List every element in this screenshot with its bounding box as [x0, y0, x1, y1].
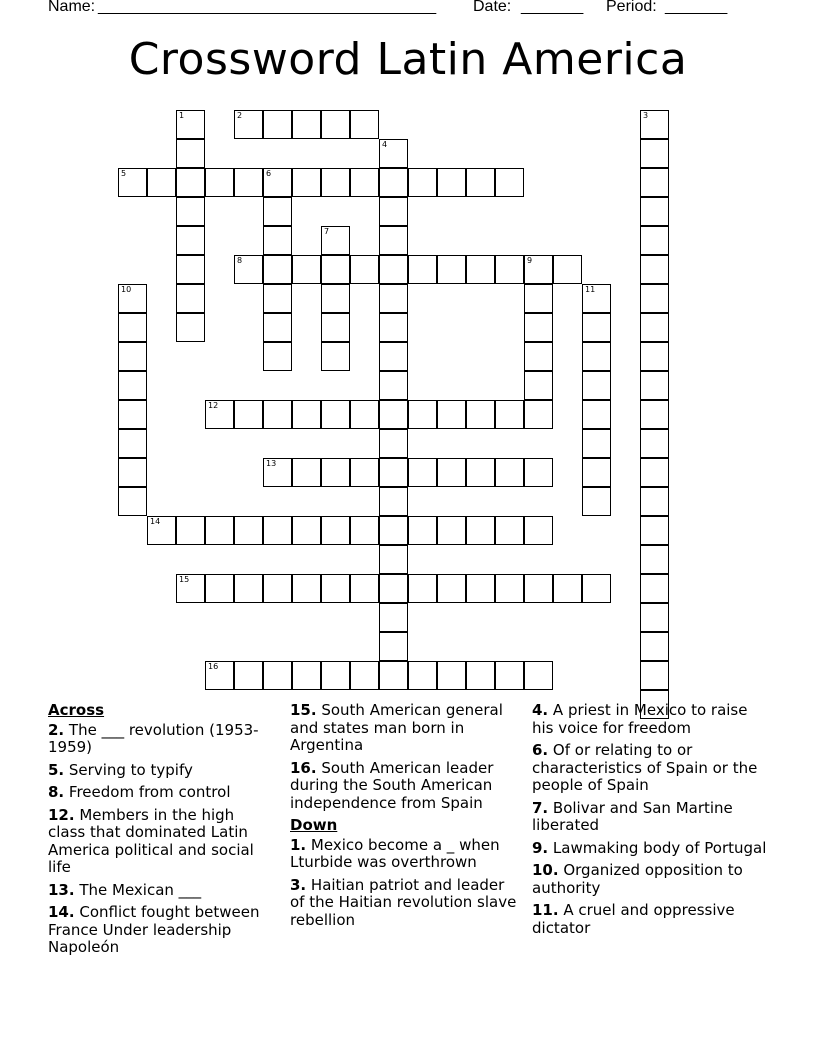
grid-cell[interactable]: [466, 574, 495, 603]
grid-cell[interactable]: [495, 516, 524, 545]
clue-number: 1: [179, 111, 185, 120]
clue-across-12: 12. Members in the high class that dominated Latin America political and social life: [48, 805, 254, 876]
grid-cell[interactable]: [553, 574, 582, 603]
clue-number: 5: [121, 169, 127, 178]
grid-cell[interactable]: [379, 226, 408, 255]
grid-cell[interactable]: [350, 110, 379, 139]
clue-number: 3: [643, 111, 649, 120]
grid-cell[interactable]: [495, 458, 524, 487]
grid-cell[interactable]: [321, 313, 350, 342]
grid-cell[interactable]: [118, 371, 147, 400]
grid-cell[interactable]: [205, 661, 234, 690]
grid-cell[interactable]: [640, 168, 669, 197]
clue-down-9: 9. Lawmaking body of Portugal: [532, 838, 767, 857]
grid-cell[interactable]: [379, 139, 408, 168]
grid-cell[interactable]: [437, 661, 466, 690]
date-line[interactable]: _______: [521, 0, 584, 15]
grid-cell[interactable]: [379, 429, 408, 458]
date-label: Date:: [473, 0, 512, 15]
grid-cell[interactable]: [118, 313, 147, 342]
grid-cell[interactable]: [118, 342, 147, 371]
grid-cell[interactable]: [321, 516, 350, 545]
clue-down-4: 4. A priest in Mexico to raise his voice for freedom: [532, 701, 748, 737]
grid-cell[interactable]: [321, 400, 350, 429]
grid-cell[interactable]: [640, 371, 669, 400]
grid-cell[interactable]: [524, 400, 553, 429]
grid-cell[interactable]: [263, 255, 292, 284]
grid-cell[interactable]: [640, 632, 669, 661]
grid-cell[interactable]: [466, 516, 495, 545]
grid-cell[interactable]: [408, 516, 437, 545]
name-line[interactable]: ______________________________________: [98, 0, 437, 15]
grid-cell[interactable]: [234, 661, 263, 690]
grid-cell[interactable]: [205, 400, 234, 429]
grid-cell[interactable]: [118, 429, 147, 458]
grid-cell[interactable]: [350, 458, 379, 487]
grid-cell[interactable]: [176, 197, 205, 226]
grid-cell[interactable]: [292, 400, 321, 429]
name-label: Name:: [48, 0, 96, 15]
grid-cell[interactable]: [408, 255, 437, 284]
clue-down-10: 10. Organized opposition to authority: [532, 861, 743, 897]
clue-number: 4: [382, 140, 388, 149]
clue-across-2: 2. The ___ revolution (1953-1959): [48, 720, 259, 756]
grid-cell[interactable]: [234, 168, 263, 197]
clue-across-8: 8. Freedom from control: [48, 783, 231, 801]
grid-cell[interactable]: [147, 516, 176, 545]
grid-cell[interactable]: [640, 255, 669, 284]
across-clues-column-1: [48, 702, 276, 962]
grid-cell[interactable]: [176, 313, 205, 342]
clue-across-16: 16. South American leader during the South American independence from Spain: [290, 758, 494, 812]
grid-cell[interactable]: [524, 284, 553, 313]
grid-cell[interactable]: [176, 516, 205, 545]
grid-cell[interactable]: [524, 516, 553, 545]
grid-cell[interactable]: [350, 168, 379, 197]
grid-cell[interactable]: [582, 371, 611, 400]
clue-down-6: 6. Of or relating to or characteristics of Spain or the people of Spain: [532, 741, 758, 794]
grid-cell[interactable]: [495, 400, 524, 429]
grid-cell[interactable]: [263, 313, 292, 342]
grid-cell[interactable]: [582, 574, 611, 603]
grid-cell[interactable]: [640, 284, 669, 313]
grid-cell[interactable]: [263, 661, 292, 690]
grid-cell[interactable]: [640, 661, 669, 690]
grid-cell[interactable]: [582, 400, 611, 429]
grid-cell[interactable]: [379, 400, 408, 429]
grid-cell[interactable]: [176, 110, 205, 139]
grid-cell[interactable]: [640, 603, 669, 632]
grid-cell[interactable]: [263, 110, 292, 139]
grid-cell[interactable]: [350, 255, 379, 284]
grid-cell[interactable]: [263, 342, 292, 371]
grid-cell[interactable]: [292, 574, 321, 603]
grid-cell[interactable]: [640, 226, 669, 255]
grid-cell[interactable]: [205, 168, 234, 197]
period-label: Period:: [606, 0, 657, 15]
clue-number: 12: [208, 401, 219, 410]
grid-cell[interactable]: [640, 197, 669, 226]
grid-cell[interactable]: [466, 661, 495, 690]
grid-cell[interactable]: [350, 516, 379, 545]
page-title: Crossword Latin America: [128, 34, 688, 85]
clue-down-7: 7. Bolivar and San Martine liberated: [532, 798, 733, 834]
grid-cell[interactable]: [524, 661, 553, 690]
clues-column-2: [290, 702, 520, 934]
across-heading: Across: [48, 701, 105, 719]
grid-cell[interactable]: [379, 197, 408, 226]
clue-number: 2: [237, 111, 243, 120]
grid-cell[interactable]: [640, 400, 669, 429]
grid-cell[interactable]: [379, 371, 408, 400]
clue-across-15: 15. South American general and states man born in Argentina: [290, 701, 503, 754]
grid-cell[interactable]: [408, 168, 437, 197]
grid-cell[interactable]: [495, 168, 524, 197]
grid-cell[interactable]: [118, 487, 147, 516]
grid-cell[interactable]: [292, 516, 321, 545]
grid-cell[interactable]: [379, 661, 408, 690]
grid-cell[interactable]: [466, 458, 495, 487]
grid-cell[interactable]: [582, 342, 611, 371]
clue-number: 8: [237, 256, 243, 265]
grid-cell[interactable]: [321, 661, 350, 690]
grid-cell[interactable]: [321, 458, 350, 487]
grid-cell[interactable]: [263, 197, 292, 226]
grid-cell[interactable]: [408, 458, 437, 487]
grid-cell[interactable]: [292, 255, 321, 284]
grid-cell[interactable]: [640, 574, 669, 603]
grid-cell[interactable]: [379, 487, 408, 516]
clue-number: 7: [324, 227, 330, 236]
clue-number: 15: [179, 575, 190, 584]
grid-cell[interactable]: [408, 400, 437, 429]
grid-cell[interactable]: [408, 661, 437, 690]
grid-cell[interactable]: [524, 458, 553, 487]
grid-cell[interactable]: [147, 168, 176, 197]
grid-cell[interactable]: [495, 661, 524, 690]
grid-cell[interactable]: [437, 458, 466, 487]
grid-cell[interactable]: [640, 487, 669, 516]
grid-cell[interactable]: [321, 284, 350, 313]
clue-number: 9: [527, 256, 533, 265]
clue-number: 13: [266, 459, 277, 468]
clue-number: 6: [266, 169, 272, 178]
clue-number: 14: [150, 517, 161, 526]
grid-cell[interactable]: [176, 284, 205, 313]
clue-across-14: 14. Conflict fought between France Under leadership Napoleón: [48, 903, 260, 956]
grid-cell[interactable]: [234, 110, 263, 139]
grid-cell[interactable]: [640, 110, 669, 139]
grid-cell[interactable]: [640, 313, 669, 342]
grid-cell[interactable]: [582, 458, 611, 487]
grid-cell[interactable]: [321, 168, 350, 197]
grid-cell[interactable]: [176, 255, 205, 284]
grid-cell[interactable]: [263, 458, 292, 487]
grid-cell[interactable]: [640, 458, 669, 487]
grid-cell[interactable]: [524, 313, 553, 342]
grid-cell[interactable]: [379, 632, 408, 661]
grid-cell[interactable]: [495, 255, 524, 284]
grid-cell[interactable]: [437, 400, 466, 429]
grid-cell[interactable]: [321, 342, 350, 371]
down-heading: Down: [290, 816, 338, 834]
grid-cell[interactable]: [118, 458, 147, 487]
grid-cell[interactable]: [379, 342, 408, 371]
grid-cell[interactable]: [408, 574, 437, 603]
grid-cell[interactable]: [234, 516, 263, 545]
clue-across-13: 13. The Mexican ___: [48, 880, 202, 899]
grid-cell[interactable]: [292, 168, 321, 197]
grid-cell[interactable]: [263, 574, 292, 603]
grid-cell[interactable]: [582, 429, 611, 458]
grid-cell[interactable]: [263, 516, 292, 545]
grid-cell[interactable]: [437, 516, 466, 545]
grid-cell[interactable]: [205, 516, 234, 545]
grid-cell[interactable]: [205, 574, 234, 603]
grid-cell[interactable]: [524, 255, 553, 284]
down-clues-column-3: [532, 702, 772, 942]
grid-cell[interactable]: [640, 429, 669, 458]
grid-cell[interactable]: [379, 516, 408, 545]
grid-cell[interactable]: [466, 168, 495, 197]
grid-cell[interactable]: [379, 168, 408, 197]
grid-cell[interactable]: [379, 458, 408, 487]
grid-cell[interactable]: [234, 255, 263, 284]
grid-cell[interactable]: [263, 400, 292, 429]
grid-cell[interactable]: [379, 574, 408, 603]
grid-cell[interactable]: [437, 574, 466, 603]
grid-cell[interactable]: [524, 342, 553, 371]
grid-cell[interactable]: [379, 313, 408, 342]
clue-number: 11: [585, 285, 596, 294]
grid-cell[interactable]: [640, 342, 669, 371]
grid-cell[interactable]: [176, 226, 205, 255]
grid-cell[interactable]: [582, 487, 611, 516]
clue-across-5: 5. Serving to typify: [48, 760, 193, 779]
grid-cell[interactable]: [234, 400, 263, 429]
grid-cell[interactable]: [379, 545, 408, 574]
grid-cell[interactable]: [292, 110, 321, 139]
grid-cell[interactable]: [524, 371, 553, 400]
grid-cell[interactable]: [524, 574, 553, 603]
clue-down-1: 1. Mexico become a _ when Lturbide was overthrown: [290, 835, 500, 871]
grid-cell[interactable]: [176, 574, 205, 603]
grid-cell[interactable]: [263, 284, 292, 313]
grid-cell[interactable]: [292, 458, 321, 487]
grid-cell[interactable]: [234, 574, 263, 603]
grid-cell[interactable]: [379, 255, 408, 284]
grid-cell[interactable]: [350, 400, 379, 429]
grid-cell[interactable]: [640, 545, 669, 574]
grid-cell[interactable]: [118, 168, 147, 197]
grid-cell[interactable]: [263, 226, 292, 255]
grid-cell[interactable]: [321, 226, 350, 255]
grid-cell[interactable]: [321, 255, 350, 284]
clue-down-11: 11. A cruel and oppressive dictator: [532, 901, 735, 937]
grid-cell[interactable]: [176, 139, 205, 168]
grid-cell[interactable]: [466, 400, 495, 429]
grid-cell[interactable]: [582, 313, 611, 342]
grid-cell[interactable]: [118, 400, 147, 429]
grid-cell[interactable]: [379, 284, 408, 313]
grid-cell[interactable]: [176, 168, 205, 197]
grid-cell[interactable]: [321, 574, 350, 603]
grid-cell[interactable]: [640, 139, 669, 168]
grid-cell[interactable]: [466, 255, 495, 284]
clue-number: 16: [208, 662, 219, 671]
grid-cell[interactable]: [350, 661, 379, 690]
grid-cell[interactable]: [437, 168, 466, 197]
grid-cell[interactable]: [495, 574, 524, 603]
grid-cell[interactable]: [263, 168, 292, 197]
grid-cell[interactable]: [640, 516, 669, 545]
grid-cell[interactable]: [350, 574, 379, 603]
grid-cell[interactable]: [321, 110, 350, 139]
clue-number: 10: [121, 285, 132, 294]
grid-cell[interactable]: [379, 603, 408, 632]
period-line[interactable]: _______: [665, 0, 728, 15]
grid-cell[interactable]: [292, 661, 321, 690]
grid-cell[interactable]: [582, 284, 611, 313]
grid-cell[interactable]: [553, 255, 582, 284]
clue-down-3: 3. Haitian patriot and leader of the Haitian revolution slave rebellion: [290, 875, 517, 929]
grid-cell[interactable]: [437, 255, 466, 284]
grid-cell[interactable]: [118, 284, 147, 313]
